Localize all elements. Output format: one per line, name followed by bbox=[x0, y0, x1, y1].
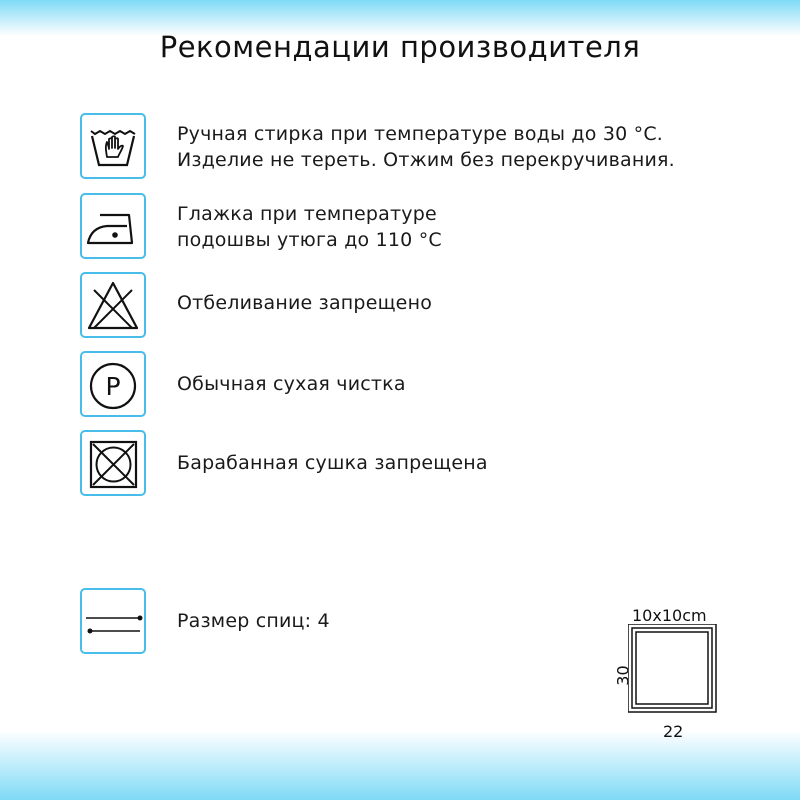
care-item-no-tumble-dry bbox=[80, 430, 780, 502]
care-line: подошвы утюга до 110 °С bbox=[177, 229, 442, 251]
care-line: Глажка при температуре bbox=[177, 203, 437, 225]
knitting-needles-icon bbox=[80, 588, 146, 654]
no-tumble-dry-icon bbox=[80, 430, 146, 496]
care-line: Обычная сухая чистка bbox=[177, 373, 406, 395]
care-line: Изделие не тереть. Отжим без перекручивания. bbox=[177, 149, 675, 171]
gauge-stitches: 22 bbox=[663, 722, 684, 741]
no-bleach-icon bbox=[80, 272, 146, 338]
dry-clean-p-icon bbox=[80, 351, 146, 417]
dry-clean-letter: P bbox=[105, 372, 121, 401]
page-title: Рекомендации производителя bbox=[159, 30, 641, 64]
care-line: Отбеливание запрещено bbox=[177, 292, 433, 314]
iron-icon bbox=[80, 193, 146, 259]
care-line: Барабанная сушка запрещена bbox=[177, 452, 488, 474]
gauge-swatch bbox=[608, 600, 728, 750]
gauge-rows: 30 bbox=[613, 665, 633, 686]
gauge-size: 10x10cm bbox=[632, 606, 707, 625]
care-text bbox=[177, 201, 777, 253]
care-text bbox=[177, 290, 777, 316]
care-text bbox=[177, 450, 777, 476]
care-item-iron bbox=[80, 193, 780, 265]
needle-size-label: Размер спиц: 4 bbox=[177, 610, 330, 632]
hand-wash-icon bbox=[80, 113, 146, 179]
care-text bbox=[177, 121, 777, 173]
care-item-no-bleach bbox=[80, 272, 780, 344]
care-item-hand-wash bbox=[80, 113, 780, 185]
care-line: Ручная стирка при температуре воды до 30 °С. bbox=[177, 123, 664, 145]
gauge-square-icon bbox=[628, 624, 728, 724]
care-text bbox=[177, 371, 777, 397]
care-item-dry-clean bbox=[80, 351, 780, 423]
